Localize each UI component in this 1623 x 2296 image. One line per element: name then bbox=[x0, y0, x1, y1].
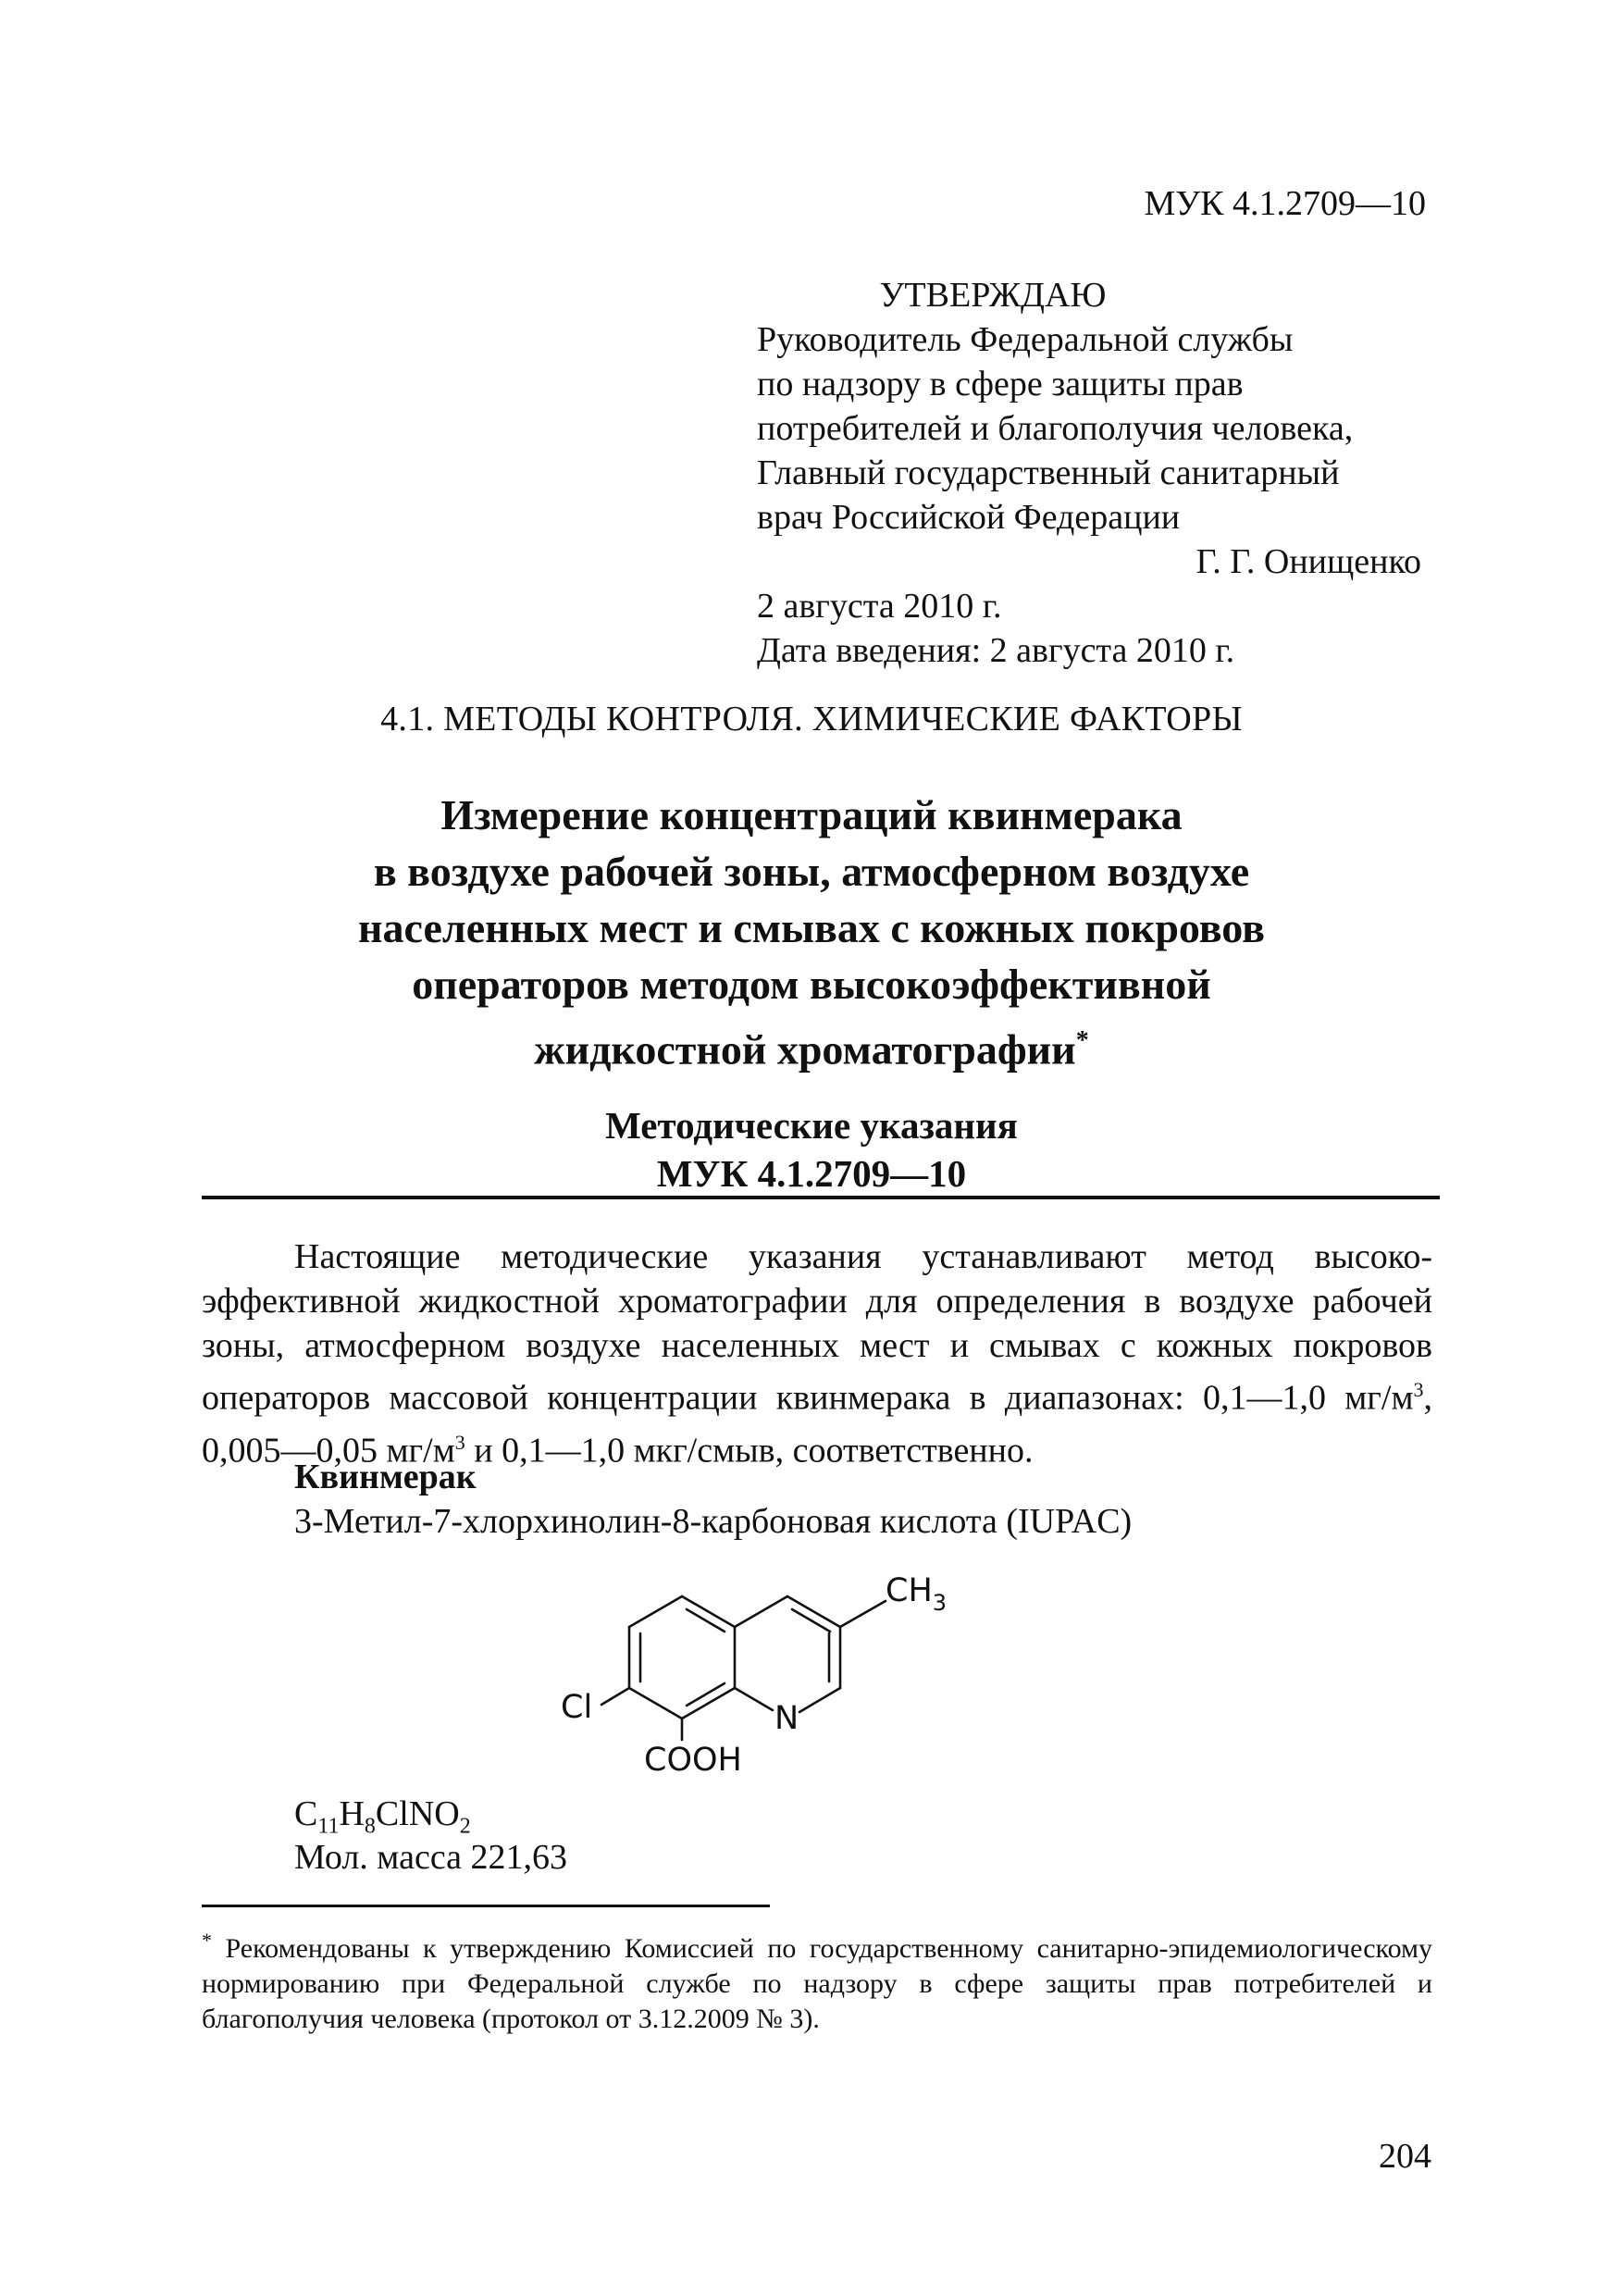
section-heading: 4.1. МЕТОДЫ КОНТРОЛЯ. ХИМИЧЕСКИЕ ФАКТОРЫ bbox=[380, 700, 1243, 738]
compound-name: Квинмерак bbox=[294, 1458, 477, 1496]
title-line: операторов методом высокоэффективной bbox=[412, 961, 1211, 1008]
molecular-formula bbox=[294, 1793, 471, 1840]
superscript: 3 bbox=[1413, 1378, 1424, 1401]
page-number: 204 bbox=[1379, 2137, 1431, 2176]
intro-paragraph bbox=[202, 1235, 1432, 1472]
superscript: 3 bbox=[454, 1430, 465, 1454]
document-code: МУК 4.1.2709—10 bbox=[1144, 184, 1426, 223]
molecular-mass: Мол. масса 221,63 bbox=[294, 1838, 568, 1877]
title-line: Измерение концентраций квинмерака bbox=[440, 791, 1183, 838]
approval-line: потребителей и благополучия человека, bbox=[757, 409, 1354, 448]
formula-part: ClNO bbox=[375, 1794, 460, 1833]
approval-block bbox=[757, 273, 1432, 673]
approval-line: по надзору в сфере защиты прав bbox=[757, 365, 1244, 403]
signatory-name: Г. Г. Онищенко bbox=[1196, 542, 1421, 581]
document-subtitle bbox=[185, 1101, 1438, 1198]
introduction-date: Дата введения: 2 августа 2010 г. bbox=[757, 631, 1235, 670]
carboxyl-label: COOH bbox=[644, 1742, 742, 1779]
subtitle-type: Методические указания bbox=[605, 1104, 1018, 1147]
title-line-text: жидкостной хроматографии bbox=[534, 1025, 1076, 1074]
title-line: населенных мест и смывах с кожных покровов bbox=[358, 904, 1265, 951]
footnote-separator bbox=[202, 1905, 770, 1907]
formula-subscript: 2 bbox=[459, 1814, 471, 1839]
chloro-label: Cl bbox=[561, 1689, 593, 1726]
iupac-name: 3-Метил-7-хлорхинолин-8-карбоновая кислота (IUPAC) bbox=[294, 1502, 1133, 1541]
intro-text: Настоящие методические указания устанавливают метод высокоэффективной жидкостной хроматографии для определения в воздухе рабочей зоны, атмосферном воздухе населенных мест и смывах с кожных покровов операторов массовой концентрации квинмерака в диапазонах: 0,1—1,0 мг/м bbox=[202, 1237, 1432, 1418]
subtitle-code: МУК 4.1.2709—10 bbox=[656, 1152, 967, 1195]
formula-part: C bbox=[294, 1794, 318, 1833]
approval-heading: УТВЕРЖДАЮ bbox=[879, 276, 1107, 315]
methyl-label: $CH_3$ bbox=[886, 1572, 948, 1616]
nitrogen-label: N bbox=[774, 1700, 799, 1737]
approval-date: 2 августа 2010 г. bbox=[757, 587, 1002, 626]
approval-line: врач Российской Федерации bbox=[757, 498, 1181, 537]
approval-line: Главный государственный санитарный bbox=[757, 453, 1340, 492]
title-line bbox=[185, 1012, 1438, 1077]
title-line: в воздухе рабочей зоны, атмосферном воздухе bbox=[373, 848, 1250, 895]
intro-text: и 0,1—1,0 мкг/смыв, соответственно. bbox=[465, 1431, 1034, 1471]
footnote-mark: * bbox=[202, 1929, 212, 1952]
formula-subscript: 11 bbox=[317, 1814, 340, 1839]
approval-line: Руководитель Федеральной службы bbox=[757, 320, 1294, 359]
title-footnote-mark: * bbox=[1075, 1026, 1089, 1055]
structural-formula bbox=[555, 1555, 1018, 1781]
formula-subscript: 8 bbox=[364, 1814, 376, 1839]
divider-rule bbox=[202, 1196, 1440, 1199]
formula-part: H bbox=[339, 1794, 365, 1833]
intro-text: , 0,005—0,05 мг/м bbox=[202, 1378, 1432, 1471]
footnote-text: Рекомендованы к утверждению Комиссией по государственному санитарно-эпидемиологическому нормированию при Федеральной службе по надзору в сфере защиты прав потребителей и благополучия человека (протокол от 3.12.2009 № 3). bbox=[202, 1933, 1432, 2034]
footnote bbox=[202, 1923, 1432, 2037]
document-title bbox=[185, 787, 1438, 1077]
